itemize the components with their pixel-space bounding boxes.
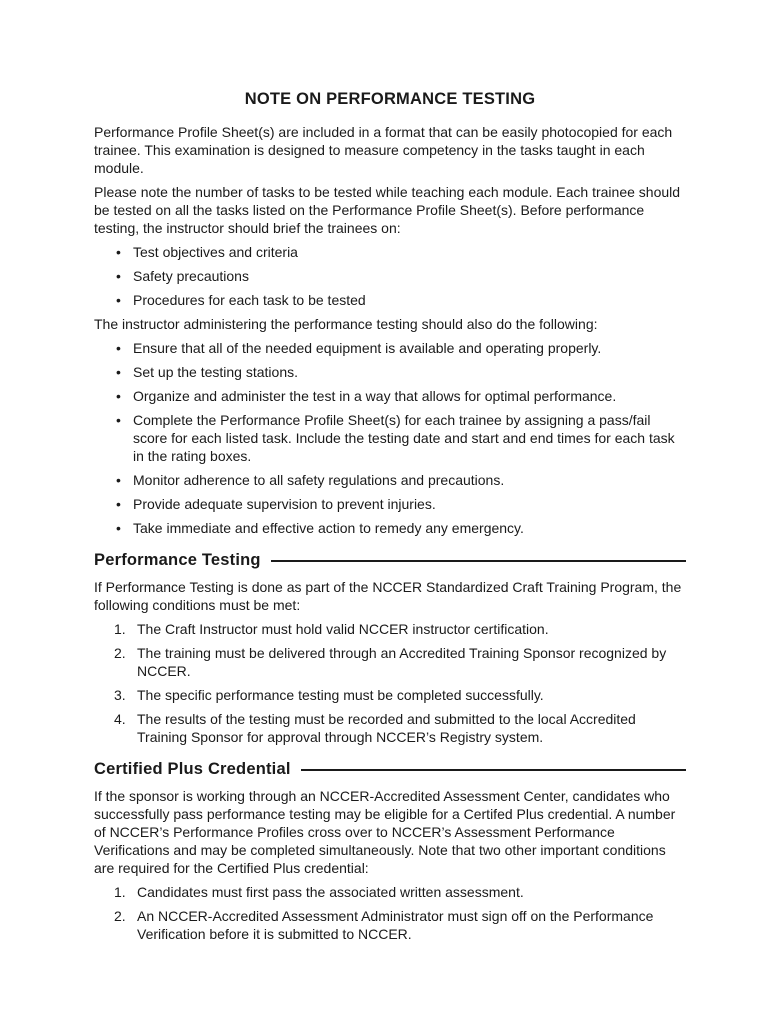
numbered-item [114, 907, 686, 943]
item-text: The training must be delivered through an Accredited Training Sponsor recognized by NCCER. [137, 645, 667, 679]
intro-paragraph-2: Please note the number of tasks to be tested while teaching each module. Each trainee should be tested on all the tasks listed on the Performance Profile Sheet(s). Before performance testing, the instructor should brief the trainees on: [94, 184, 681, 236]
performance-testing-list [94, 620, 686, 746]
item-text: The results of the testing must be recorded and submitted to the local Accredited Training Sponsor for approval through NCCER’s Registry system. [137, 711, 636, 745]
item-number: 2. [114, 908, 126, 924]
item-number: 4. [114, 711, 126, 727]
item-number: 1. [114, 621, 126, 637]
certified-plus-list [94, 883, 686, 943]
item-number: 3. [114, 687, 126, 703]
certified-plus-intro: If the sponsor is working through an NCCER-Accredited Assessment Center, candidates who successfully pass performance testing may be eligible for a Certifed Plus credential. A number of NCCER’s Performance Profiles cross over to NCCER’s Assessment Performance Verifications and may be completed simultaneously. Note that two other important conditions are required for the Certified Plus credential: [94, 788, 676, 876]
section-rule [301, 769, 686, 771]
item-number: 2. [114, 645, 126, 661]
bullet-item: • Take immediate and effective action to remedy any emergency. [114, 519, 686, 537]
section-heading: Performance Testing [94, 551, 261, 569]
performance-testing-intro: If Performance Testing is done as part of the NCCER Standardized Craft Training Program, the following conditions must be met: [94, 579, 682, 613]
numbered-item [114, 883, 686, 901]
bullet-item: • Organize and administer the test in a way that allows for optimal performance. [114, 387, 686, 405]
bullet-item: • Test objectives and criteria [114, 243, 686, 261]
item-number: 1. [114, 884, 126, 900]
document-content [94, 90, 686, 949]
bullet-item: • Complete the Performance Profile Sheet(s) for each trainee by assigning a pass/fail score for each listed task. Include the testing date and start and end times for each task in the rating boxes. [114, 411, 686, 465]
item-text: Candidates must first pass the associated written assessment. [137, 884, 524, 900]
bullet-item: • Set up the testing stations. [114, 363, 686, 381]
intro-paragraph-1: Performance Profile Sheet(s) are included in a format that can be easily photocopied for each trainee. This examination is designed to measure competency in the tasks taught in each module. [94, 124, 673, 176]
admin-bullet-list [94, 339, 686, 537]
bullet-item: • Ensure that all of the needed equipment is available and operating properly. [114, 339, 686, 357]
bullet-item: • Monitor adherence to all safety regulations and precautions. [114, 471, 686, 489]
certified-plus-header [94, 760, 686, 779]
bullet-item: • Provide adequate supervision to prevent injuries. [114, 495, 686, 513]
bullet-item: • Safety precautions [114, 267, 686, 285]
numbered-item [114, 644, 686, 680]
section-rule [271, 560, 686, 562]
performance-testing-header [94, 551, 686, 570]
admin-intro: The instructor administering the performance testing should also do the following: [94, 316, 598, 332]
numbered-item [114, 710, 686, 746]
brief-bullet-list [94, 243, 686, 309]
item-text: An NCCER-Accredited Assessment Administrator must sign off on the Performance Verification before it is submitted to NCCER. [137, 908, 654, 942]
bullet-item: • Procedures for each task to be tested [114, 291, 686, 309]
item-text: The specific performance testing must be completed successfully. [137, 687, 544, 703]
section-heading: Certified Plus Credential [94, 760, 291, 778]
page-title: NOTE ON PERFORMANCE TESTING [244, 90, 536, 108]
numbered-item [114, 686, 686, 704]
numbered-item [114, 620, 686, 638]
item-text: The Craft Instructor must hold valid NCCER instructor certification. [137, 621, 549, 637]
